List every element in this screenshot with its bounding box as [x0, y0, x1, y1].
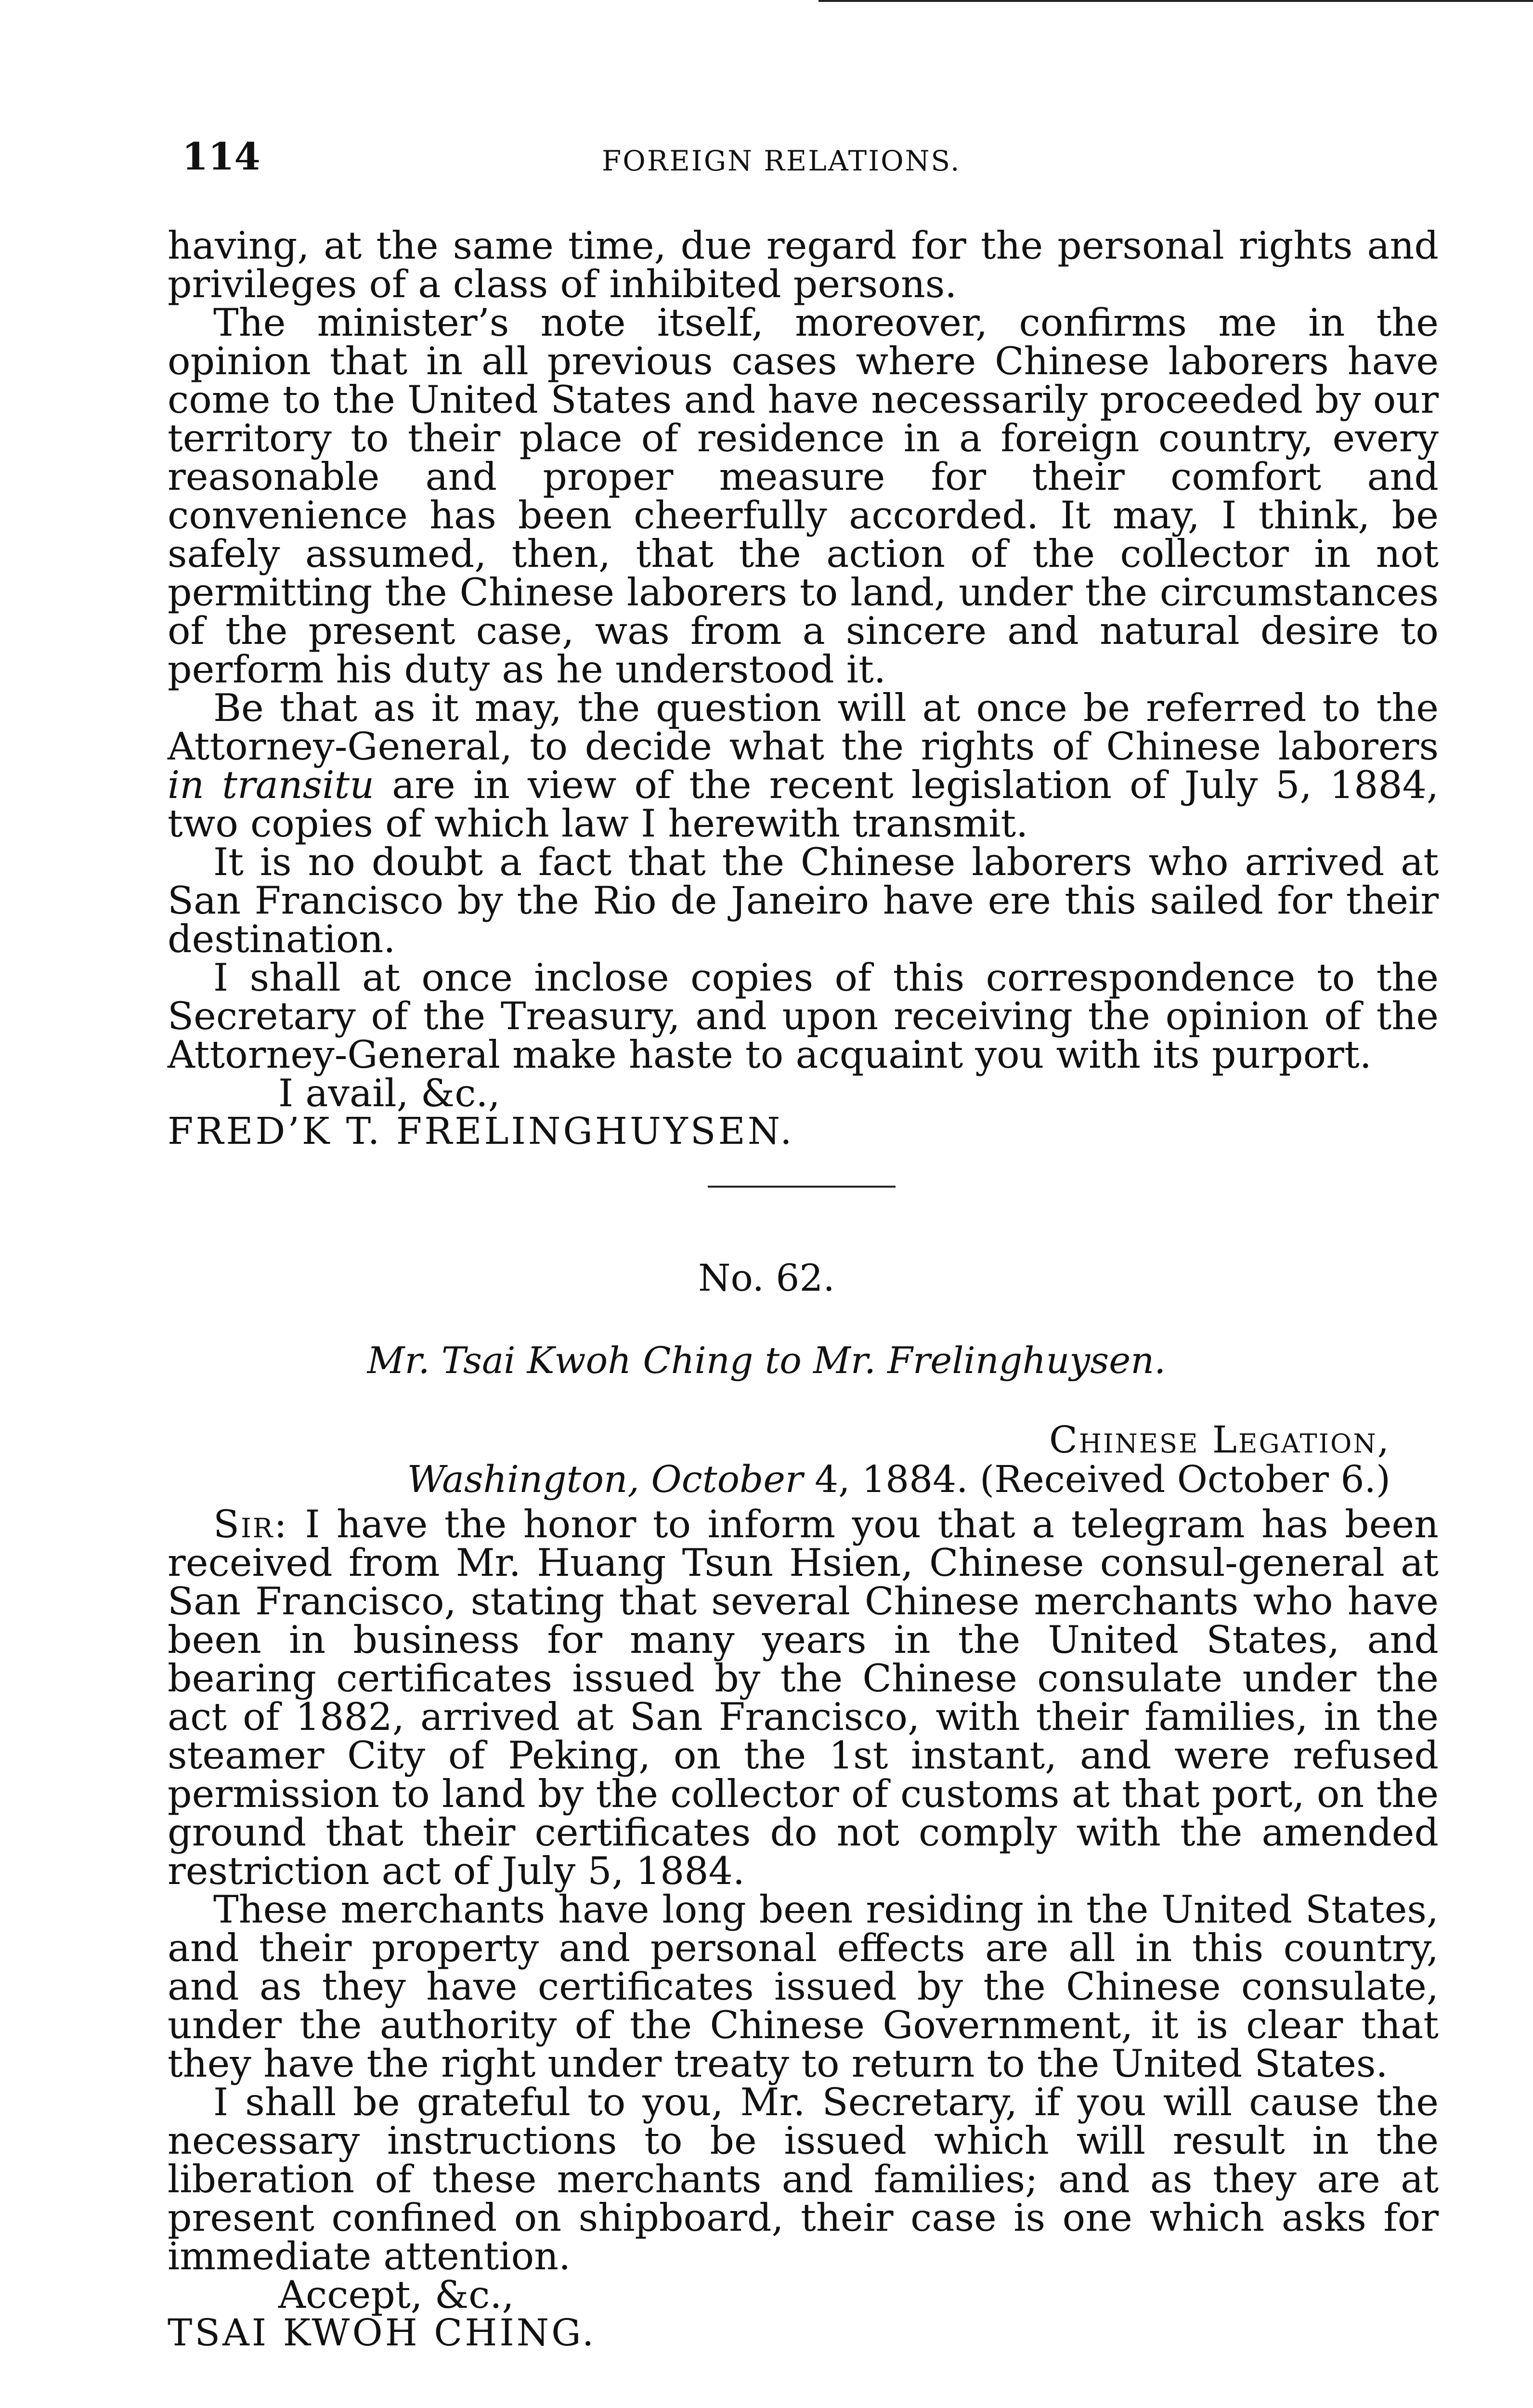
- signature: FRED’K T. FRELINGHUYSEN.: [168, 1110, 794, 1153]
- dateline: [168, 1421, 1390, 1500]
- place-date: Washington, October 4, 1884. (Received October 6.): [407, 1458, 1390, 1501]
- paragraph: having, at the same time, due regard for the personal rights and privileges of a class of inhibited persons.: [168, 223, 1439, 306]
- letter-frelinghuysen: [168, 223, 1439, 1153]
- paragraph: These merchants have long been residing in the United States, and their property and personal effects are all in this country, and as they have certificates issued by the Chinese consulate, under the authority of the Chinese Government, it is clear that they have the right under treaty to return to the United States.: [168, 1887, 1439, 2086]
- top-edge-rule: [818, 0, 1533, 2]
- document-number: No. 62.: [698, 1257, 835, 1300]
- page-number: 114: [182, 135, 260, 179]
- closing: Accept, &c.,: [278, 2273, 514, 2317]
- legation: Chinese Legation,: [1049, 1419, 1390, 1462]
- document-title: Mr. Tsai Kwoh Ching to Mr. Frelinghuysen.: [367, 1339, 1166, 1382]
- section-separator: [708, 1186, 896, 1188]
- letter-tsai-kwoh-ching: [168, 1502, 1439, 2355]
- received-note: (Received October 6.): [980, 1458, 1390, 1501]
- italic-phrase: in transitu: [168, 763, 375, 807]
- paragraph: I shall be grateful to you, Mr. Secretary, if you will cause the necessary instructions to be issued which will result in the liberation of these merchants and families; and as they are at present confined on shipboard, their case is one which asks for immediate attention.: [168, 2080, 1439, 2278]
- salutation: Sir:: [213, 1502, 288, 1546]
- paragraph: Sir: I have the honor to inform you that a telegram has been received from Mr. Huang Tsun Hsien, Chinese consul-general at San Francisco, stating that several Chinese merchants who have been in business for many years in the United States, and bearing certificates issued by the Chinese consulate under the act of 1882, arrived at San Francisco, with their families, in the steamer City of Peking, on the 1st instant, and were refused permission to land by the collector of customs at that port, on the ground that their certificates do not comply with the amended restriction act of July 5, 1884.: [168, 1502, 1439, 1893]
- paragraph: The minister’s note itself, moreover, confirms me in the opinion that in all previous cases where Chinese laborers have come to the United States and have necessarily proceeded by our territory to their place of residence in a foreign country, every reasonable and proper measure for their comfort and convenience has been cheerfully accorded. It may, I think, be safely assumed, then, that the action of the collector in not permitting the Chinese laborers to land, under the circumstances of the present case, was from a sincere and natural desire to perform his duty as he understood it.: [168, 301, 1439, 692]
- running-head: FOREIGN RELATIONS.: [602, 144, 961, 177]
- paragraph: Be that as it may, the question will at once be referred to the Attorney-General, to decide what the rights of Chinese laborers in transitu are in view of the recent legislation of July 5, 1884, two copies of which law I herewith transmit.: [168, 686, 1439, 846]
- signature: TSAI KWOH CHING.: [168, 2312, 597, 2355]
- closing: I avail, &c.,: [278, 1071, 500, 1115]
- paragraph: It is no doubt a fact that the Chinese laborers who arrived at San Francisco by the Rio de Janeiro have ere this sailed for their destination.: [168, 840, 1439, 961]
- paragraph: I shall at once inclose copies of this correspondence to the Secretary of the Treasury, and upon receiving the opinion of the Attorney-General make haste to acquaint you with its purport.: [168, 955, 1439, 1077]
